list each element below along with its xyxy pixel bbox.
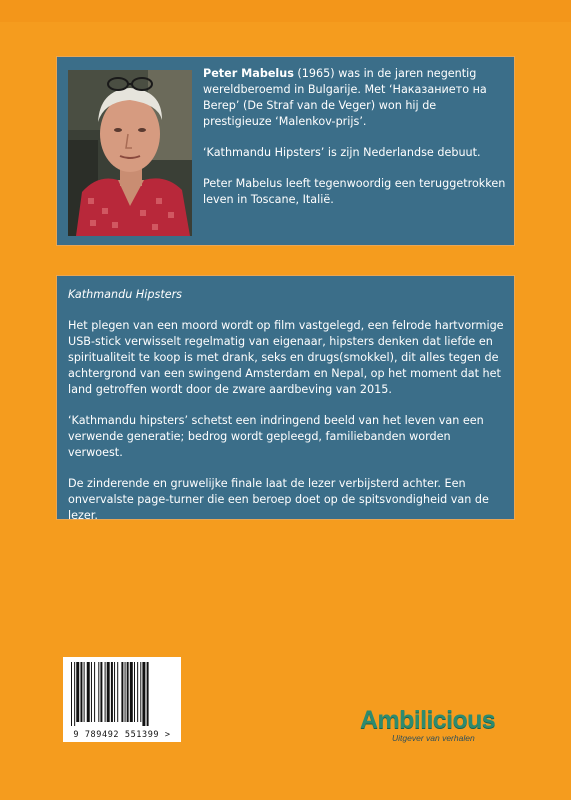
synopsis-paragraph-2: ‘Kathmandu hipsters’ schetst een indringend beeld van het leven van een verwende generatie; bedrog wordt gepleegd, familiebanden worden verwoest. <box>68 414 484 459</box>
synopsis-panel <box>56 275 515 520</box>
barcode-bar <box>100 662 102 722</box>
barcode-bar <box>94 662 95 722</box>
barcode-bars <box>69 662 175 726</box>
bio-paragraph-2: ‘Kathmandu Hipsters’ is zijn Nederlandse debuut. <box>203 146 481 159</box>
barcode-bar <box>125 662 126 722</box>
barcode-bar <box>74 662 75 726</box>
synopsis-paragraph-1: Het plegen van een moord wordt op film vastgelegd, een felrode hartvormige USB-stick verwisselt regelmatig van eigenaar, hipsters denken dat liefde en spiritualiteit te koop is met drank, seks en drugs(smokkel), dit alles tegen de achtergrond van een swingend Amsterdam en Nepal, op het moment dat het land getroffen wordt door de zware aardbeving van 2015. <box>68 319 504 396</box>
barcode-bar <box>147 662 149 726</box>
barcode-bar <box>130 662 133 722</box>
synopsis-title: Kathmandu Hipsters <box>68 288 183 301</box>
synopsis-paragraph-3: De zinderende en gruwelijke finale laat de lezer verbijsterd achter. Een onvervalste page-turner die een beroep doet op de spitsvondigheid van de lezer. <box>68 477 489 522</box>
bio-paragraph-1-rest: (1965) was in de jaren negentig wereldberoemd in Bulgarije. Met ‘Наказанието на Berep’ (De Straf van de Veger) won hij de prestigieuze ‘Malenkov-prijs’. <box>203 67 487 128</box>
barcode-bar <box>84 662 85 722</box>
barcode-bar <box>111 662 113 722</box>
bio-paragraph-1 <box>203 66 507 130</box>
bio-paragraph-3: Peter Mabelus leeft tegenwoordig een teruggetrokken leven in Toscane, Italië. <box>203 177 506 206</box>
barcode-bar <box>140 662 141 722</box>
publisher-name: Ambilicious <box>360 706 496 734</box>
barcode-bar <box>76 662 79 722</box>
barcode-bar <box>142 662 145 726</box>
barcode-bar <box>121 662 123 722</box>
barcode-bar <box>134 662 135 722</box>
publisher-tagline: Uitgever van verhalen <box>392 733 475 743</box>
author-bio-text <box>203 66 507 223</box>
barcode-bar <box>71 662 72 726</box>
isbn-number: 9 789492 551399 > <box>73 730 171 740</box>
barcode-bar <box>98 662 99 722</box>
barcode-bar <box>127 662 129 722</box>
barcode-bar <box>117 662 118 722</box>
author-bio-panel <box>56 56 515 246</box>
barcode-bar <box>114 662 115 722</box>
barcode-bar <box>107 662 110 722</box>
barcode-bar <box>105 662 106 722</box>
barcode-bar <box>137 662 138 722</box>
barcode-bar <box>87 662 90 722</box>
isbn-barcode <box>63 657 181 742</box>
publisher-logo <box>360 706 510 746</box>
author-photo <box>68 70 192 236</box>
synopsis-text <box>68 287 508 539</box>
barcode-bar <box>80 662 82 722</box>
author-name: Peter Mabelus <box>203 67 294 80</box>
cover-top-strip <box>0 0 571 22</box>
barcode-bar <box>91 662 92 722</box>
